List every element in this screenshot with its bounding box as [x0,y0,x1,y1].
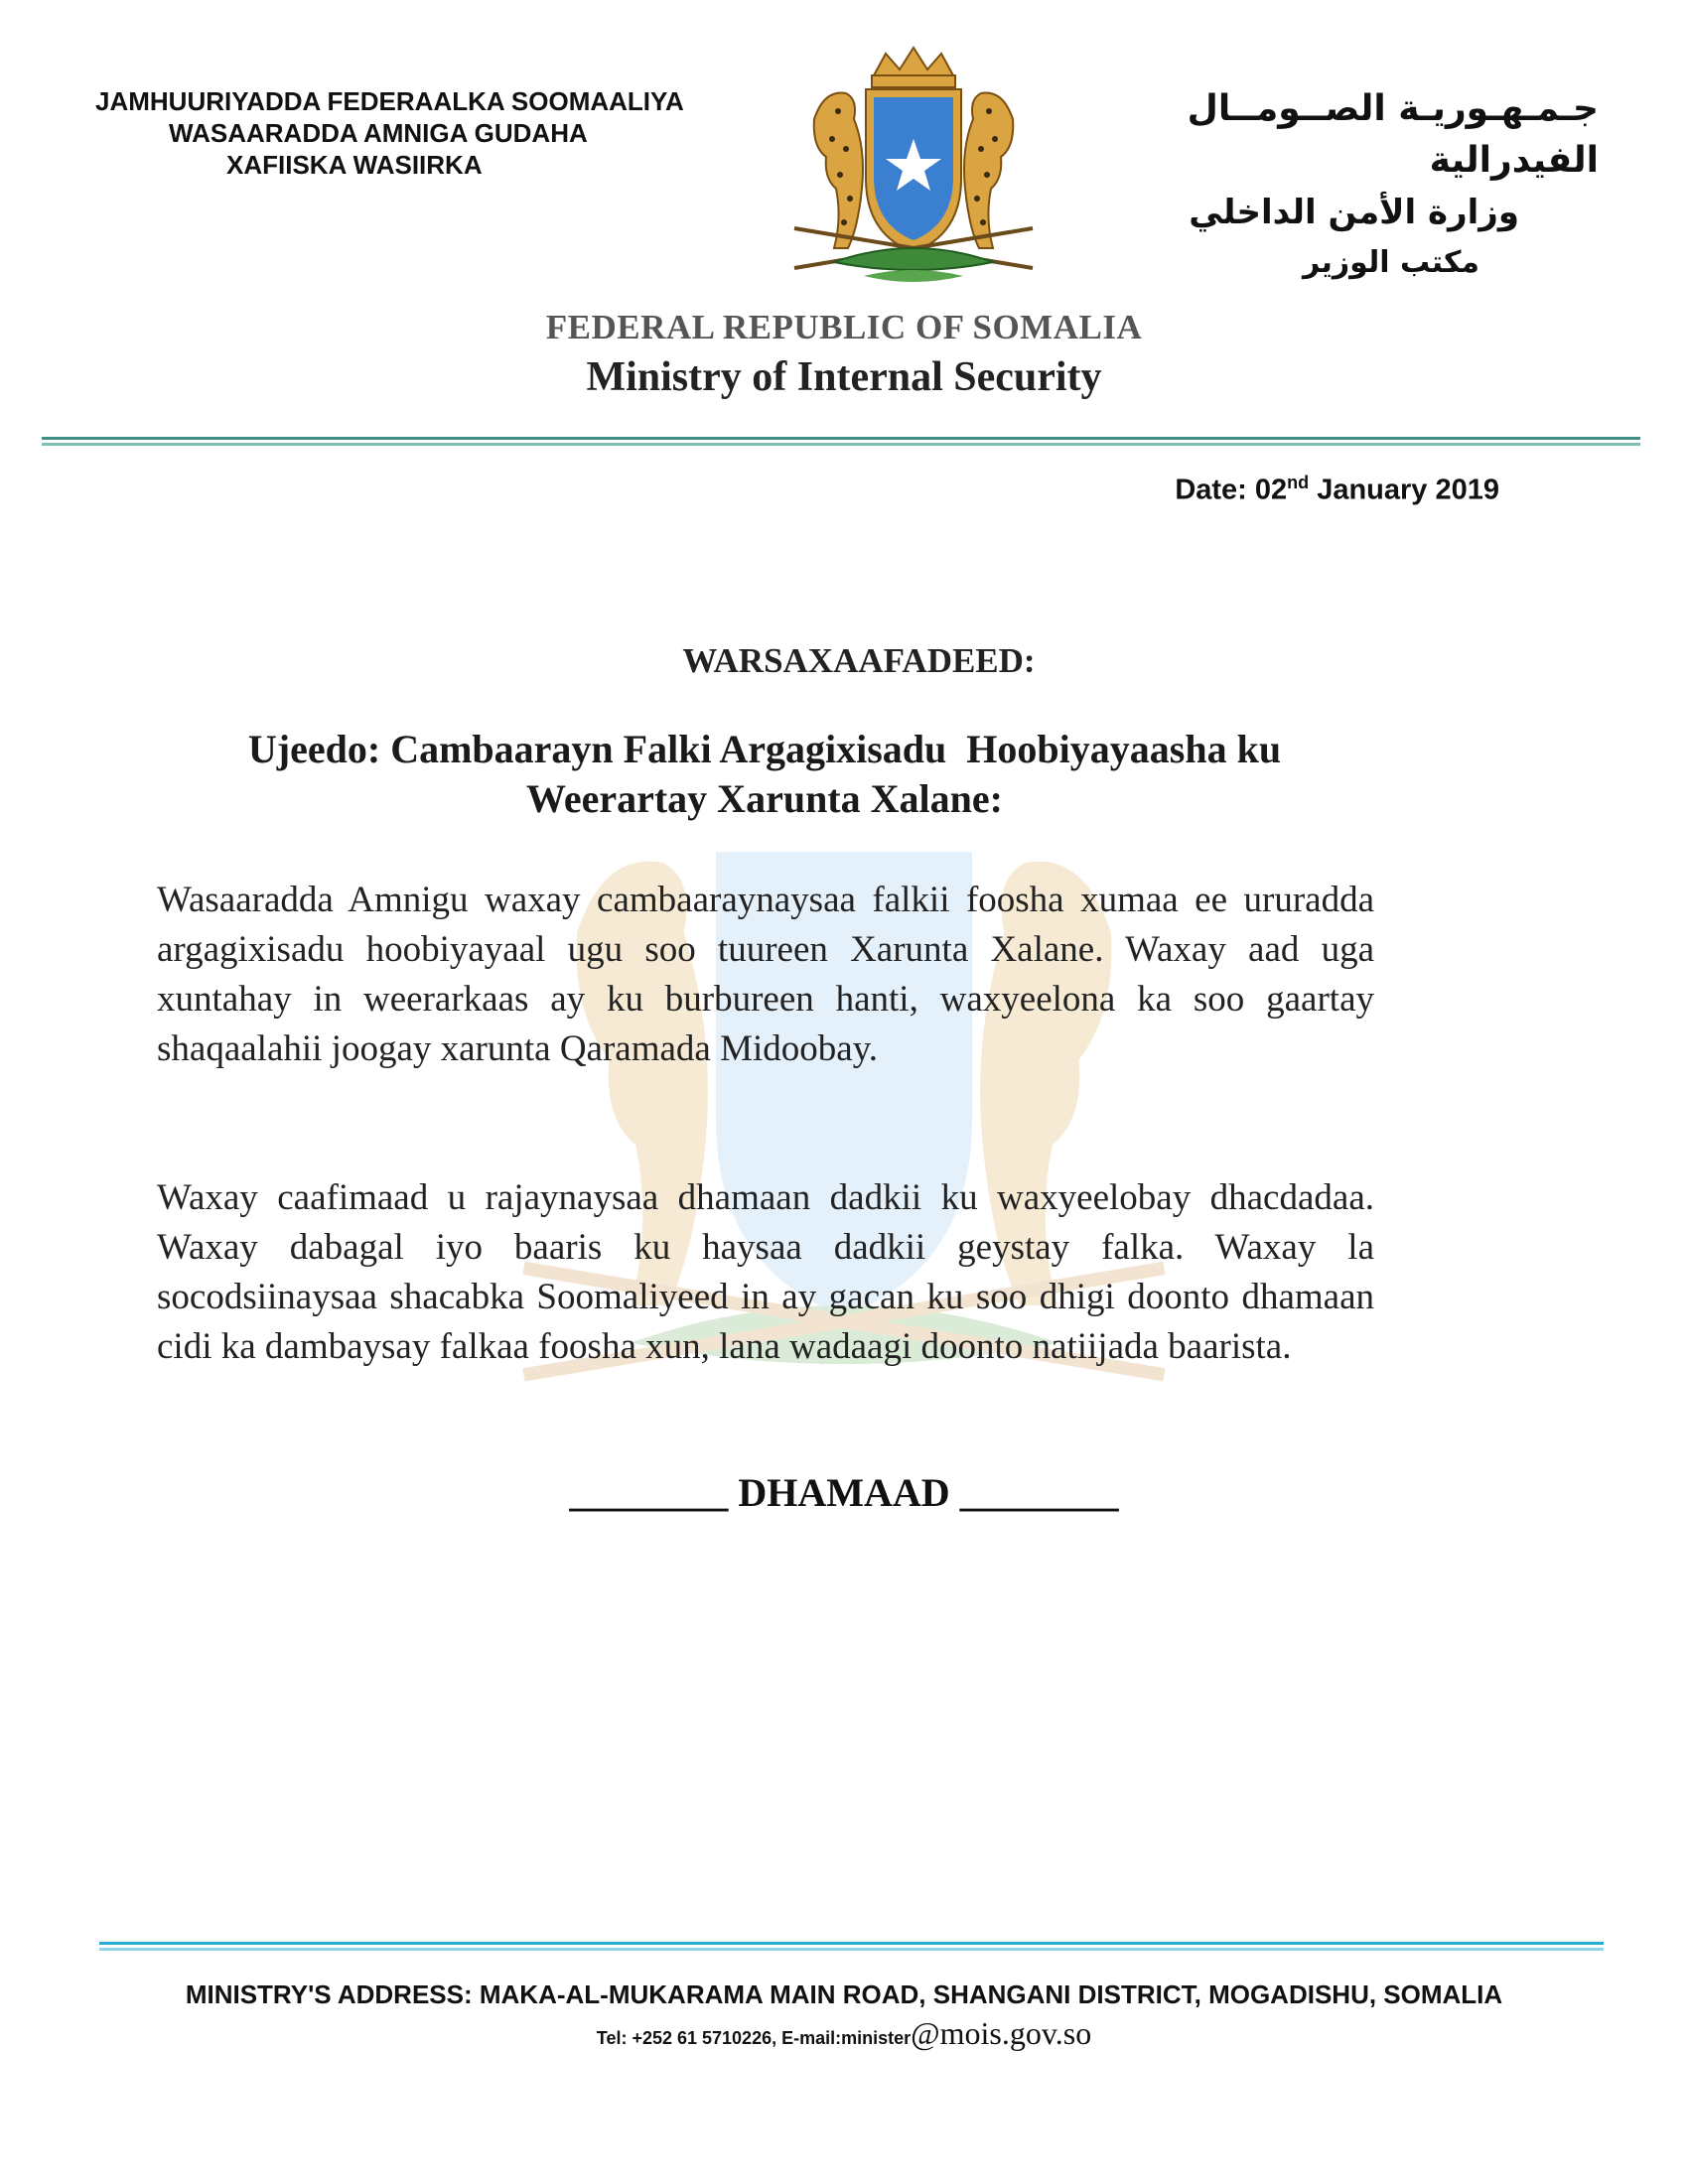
arabic-line-ministry: وزارة الأمن الداخلي [1189,193,1519,232]
somali-line-office: XAFIISKA WASIIRKA [226,150,483,180]
contact-line [0,2015,1688,2052]
ministry-name: Ministry of Internal Security [586,354,1102,400]
somalia-coat-of-arms-icon [755,40,1072,298]
country-name: FEDERAL REPUBLIC OF SOMALIA [545,308,1143,346]
ministry-address: MINISTRY'S ADDRESS: MAKA-AL-MUKARAMA MAIN ROAD, SHANGANI DISTRICT, MOGADISHU, SOMALIA [185,1979,1503,2009]
arabic-letterhead [1072,83,1628,288]
date-suffix: nd [1287,473,1310,492]
somali-letterhead [60,85,774,181]
arabic-line-office: مكتب الوزير [1302,245,1479,280]
somali-line-republic: JAMHUURIYADDA FEDERAALKA SOOMAALIYA [95,86,684,116]
header-divider [42,437,1640,446]
date-label: Date: 02 [1175,474,1288,506]
body-paragraph-2: Waxay caafimaad u rajaynaysaa dhamaan dadkii ku waxyeelobay dhacdadaa. Waxay dabagal iyo baaris ku haysaa dadkii geystay falka. Waxay la socodsiinaysaa shacabka Soomaliyeed in ay gacan ku soo dhigi doonto dhamaan cidi ka dambaysay falkaa foosha xun, lana wadaagi doonto natiijada baarista. [157,1177,1374,1367]
end-marker: ________ DHAMAAD ________ [569,1470,1119,1515]
footer-divider [99,1942,1604,1951]
date-rest: January 2019 [1309,474,1499,506]
subject-line-2: Weerartay Xarunta Xalane: [526,776,1003,821]
document-subject [149,725,1380,824]
contact-email-domain: @mois.gov.so [911,2015,1092,2051]
contact-tel: Tel: +252 61 5710226, E-mail:minister [596,2028,912,2048]
subject-line-1: Ujeedo: Cambaarayn Falki Argagixisadu Hoobiyayaasha ku [247,727,1282,771]
body-paragraph-1: Wasaaradda Amnigu waxay cambaaraynaysaa falkii foosha xumaa ee ururadda argagixisadu hoobiyayaal ugu soo tuureen Xarunta Xalane. Waxay aad uga xuntahay in weerarkaas ay ku burbureen hanti, waxyeelona ka soo gaartay shaqaalahii joogay xarunta Qaramada Midoobay. [157,880,1374,1069]
document-title: WARSAXAAFADEED: [682,641,1036,680]
document-date [1175,473,1499,507]
arabic-line-republic: جـمـهـوريـة الصــومــال الفيدرالية [1187,88,1599,181]
somali-line-ministry: WASAARADDA AMNIGA GUDAHA [169,118,588,148]
